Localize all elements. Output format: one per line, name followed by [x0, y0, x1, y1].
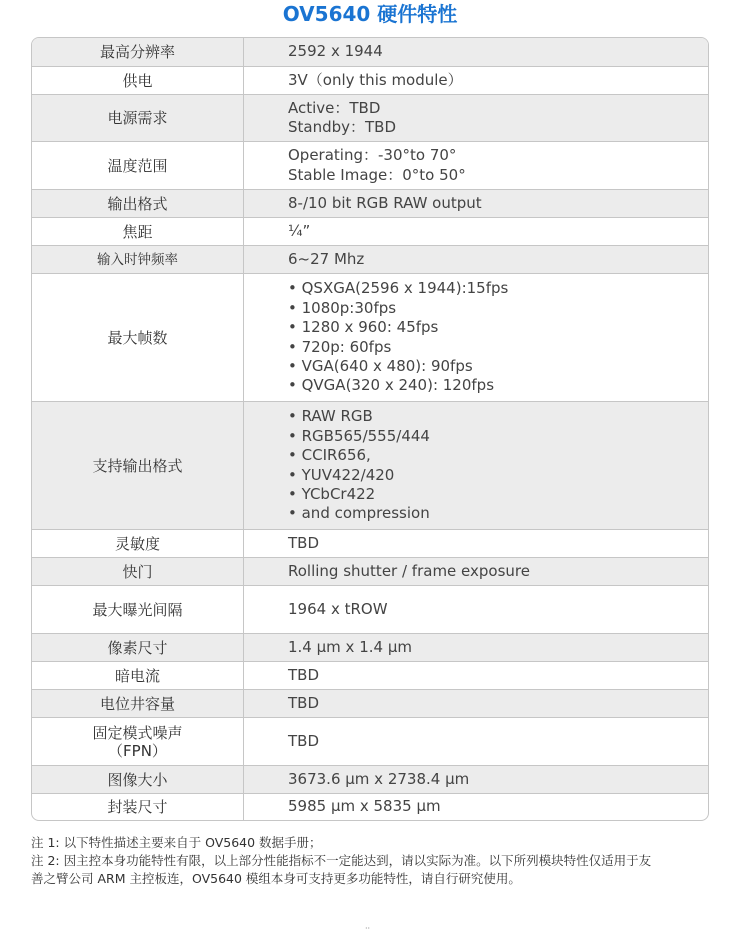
row-label: 封装尺寸	[32, 794, 244, 820]
value-line: • VGA(640 x 480): 90fps	[288, 356, 473, 375]
table-row	[32, 689, 708, 717]
table-row	[32, 38, 708, 66]
note-2: 注 2: 因主控本身功能特性有限，以上部分性能指标不一定能达到，请以实际为准。以下所列模块特性仅适用于友	[31, 853, 652, 868]
value-line: • 1280 x 960: 45fps	[288, 318, 439, 337]
value-line: • RAW RGB	[288, 407, 373, 426]
row-label: 固定模式噪声 （FPN）	[32, 718, 244, 765]
table-row	[32, 717, 708, 765]
note-1: 注 1: 以下特性描述主要来自于 OV5640 数据手册；	[31, 835, 322, 850]
value-line: 1.4 µm x 1.4 µm	[288, 637, 412, 656]
row-value	[244, 634, 708, 661]
row-label: 输出格式	[32, 190, 244, 217]
row-value	[244, 67, 708, 94]
value-line: • CCIR656,	[288, 446, 371, 465]
row-label: 供电	[32, 67, 244, 94]
table-row	[32, 529, 708, 557]
value-line: • QVGA(320 x 240): 120fps	[288, 376, 495, 395]
row-value	[244, 402, 708, 529]
row-value	[244, 558, 708, 585]
table-row	[32, 557, 708, 585]
row-value	[244, 794, 708, 820]
row-value	[244, 530, 708, 557]
row-value	[244, 246, 708, 273]
value-line: Rolling shutter / frame exposure	[288, 561, 530, 580]
value-line: 3673.6 µm x 2738.4 µm	[288, 769, 470, 788]
notes	[31, 834, 721, 888]
value-line: 1964 x tROW	[288, 599, 388, 618]
value-line: TBD	[288, 533, 320, 552]
value-line: 3V（only this module）	[288, 70, 463, 89]
row-label: 电位井容量	[32, 690, 244, 717]
row-value	[244, 95, 708, 141]
page-marker: ··	[365, 924, 371, 933]
table-row	[32, 66, 708, 94]
value-line: 2592 x 1944	[288, 42, 383, 61]
value-line: 5985 µm x 5835 µm	[288, 797, 441, 816]
table-row	[32, 765, 708, 793]
row-label: 最高分辨率	[32, 38, 244, 66]
table-row	[32, 245, 708, 273]
table-row	[32, 401, 708, 529]
row-label: 焦距	[32, 218, 244, 245]
row-value	[244, 190, 708, 217]
row-value	[244, 586, 708, 633]
value-line: Standby：TBD	[288, 118, 397, 136]
value-line: • 720p: 60fps	[288, 337, 392, 356]
value-line: TBD	[288, 693, 320, 712]
row-value	[244, 38, 708, 66]
table-row	[32, 273, 708, 401]
value-line: • YUV422/420	[288, 465, 395, 484]
row-value	[244, 218, 708, 245]
specs-table	[31, 37, 709, 821]
row-label: 温度范围	[32, 142, 244, 189]
value-line: • YCbCr422	[288, 484, 376, 503]
table-row	[32, 585, 708, 633]
row-label: 暗电流	[32, 662, 244, 689]
value-line: TBD	[288, 731, 320, 750]
value-line: Stable Image：0°to 50°	[288, 165, 466, 184]
table-row	[32, 633, 708, 661]
row-label: 像素尺寸	[32, 634, 244, 661]
value-line: Active：TBD	[288, 98, 381, 117]
table-row	[32, 141, 708, 189]
value-line: • QSXGA(2596 x 1944):15fps	[288, 279, 509, 298]
table-row	[32, 661, 708, 689]
row-label: 支持输出格式	[32, 402, 244, 529]
row-label: 最大帧数	[32, 274, 244, 401]
row-value	[244, 766, 708, 793]
row-label: 电源需求	[32, 95, 244, 141]
value-line: ¼”	[288, 221, 311, 240]
row-value	[244, 690, 708, 717]
row-label: 最大曝光间隔	[32, 586, 244, 633]
table-row	[32, 94, 708, 141]
row-value	[244, 662, 708, 689]
note-2-continued: 善之臂公司 ARM 主控板连，OV5640 模组本身可支持更多功能特性，请自行研究使用。	[31, 871, 521, 886]
value-line: • and compression	[288, 504, 430, 523]
row-value	[244, 142, 708, 189]
row-label: 灵敏度	[32, 530, 244, 557]
row-label: 快门	[32, 558, 244, 585]
page-title: OV5640 硬件特性	[282, 2, 458, 26]
row-value	[244, 718, 708, 765]
row-label: 图像大小	[32, 766, 244, 793]
value-line: • 1080p:30fps	[288, 298, 397, 317]
table-row	[32, 793, 708, 820]
row-value	[244, 274, 708, 401]
table-row	[32, 189, 708, 217]
table-row	[32, 217, 708, 245]
row-label: 输入时钟频率	[32, 246, 244, 273]
value-line: • RGB565/555/444	[288, 426, 430, 445]
value-line: TBD	[288, 665, 320, 684]
value-line: Operating：-30°to 70°	[288, 146, 457, 165]
value-line: 6~27 Mhz	[288, 249, 365, 268]
value-line: 8-/10 bit RGB RAW output	[288, 193, 482, 212]
